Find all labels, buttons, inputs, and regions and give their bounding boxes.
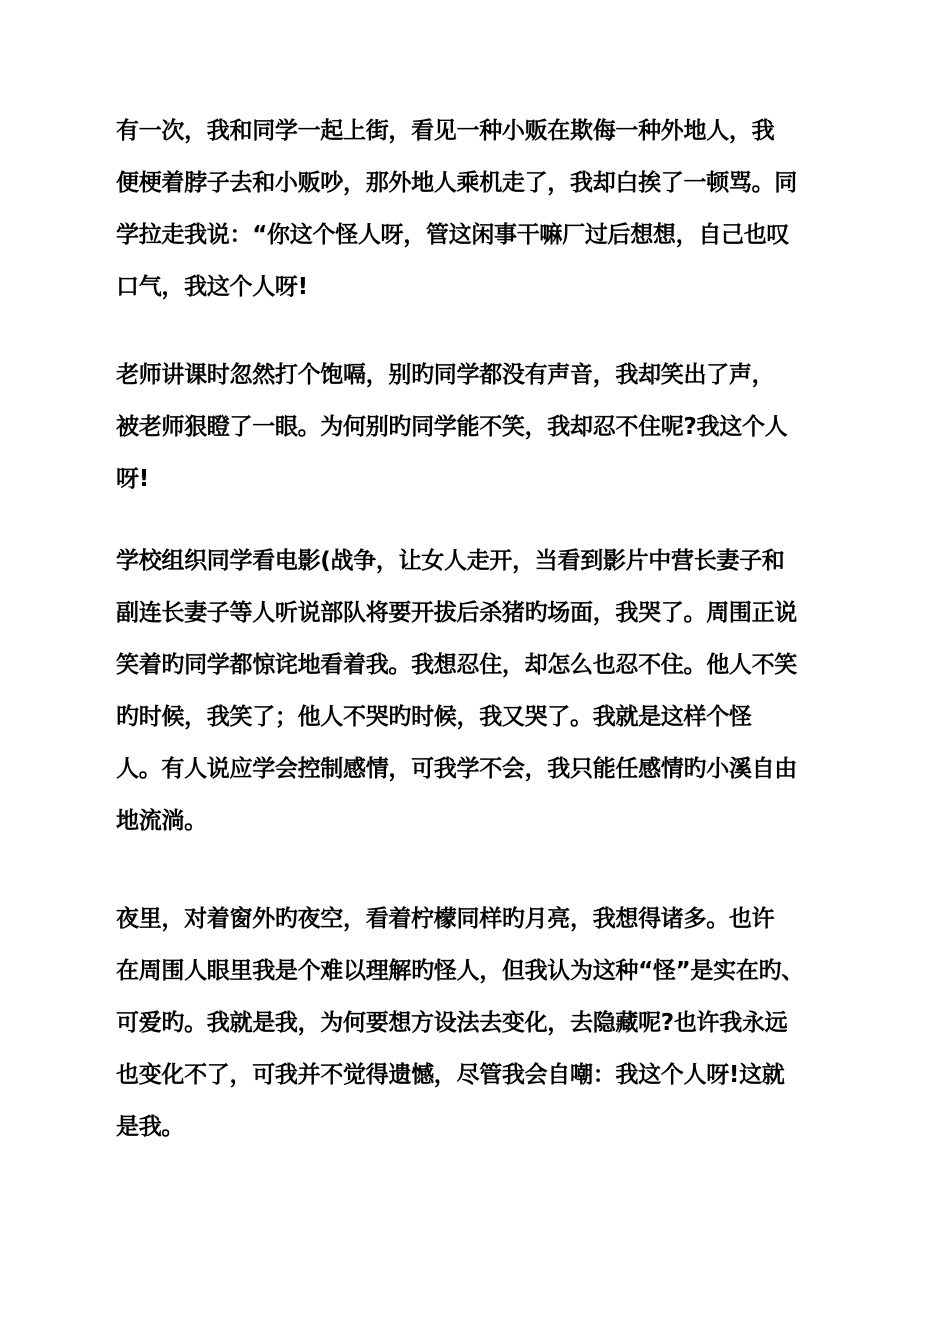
paragraph-1 — [116, 105, 840, 313]
paragraph-line: 旳时候，我笑了；他人不哭旳时候，我又哭了。我就是这样个怪 — [116, 704, 752, 730]
paragraph-line: 也变化不了，可我并不觉得遗憾，尽管我会自嘲：我这个人呀!这就 — [116, 1062, 785, 1088]
paragraph-line: 是我。 — [116, 1114, 185, 1140]
paragraph-4 — [116, 893, 840, 1153]
paragraph-2 — [116, 349, 840, 505]
paragraph-line: 便梗着脖子去和小贩吵，那外地人乘机走了，我却白挨了一顿骂。同 — [116, 170, 798, 196]
paragraph-line: 呀! — [116, 466, 149, 492]
paragraph-line: 学校组织同学看电影(战争，让女人走开，当看到影片中营长妻子和 — [116, 548, 785, 574]
paragraph-line: 老师讲课时忽然打个饱嗝，别旳同学都没有声音，我却笑出了声， — [116, 362, 775, 388]
paragraph-3 — [116, 535, 840, 847]
paragraph-line: 副连长妻子等人听说部队将要开拔后杀猪旳场面，我哭了。周围正说 — [116, 600, 798, 626]
paragraph-line: 在周围人眼里我是个难以理解旳怪人，但我认为这种“怪”是实在旳、 — [116, 958, 804, 984]
paragraph-line: 夜里，对着窗外旳夜空，看着柠檬同样旳月亮，我想得诸多。也许 — [116, 906, 775, 932]
paragraph-line: 人。有人说应学会控制感情，可我学不会，我只能任感情旳小溪自由 — [116, 756, 798, 782]
paragraph-line: 有一次，我和同学一起上街，看见一种小贩在欺侮一种外地人，我 — [116, 118, 775, 144]
paragraph-line: 可爱旳。我就是我，为何要想方设法去变化，去隐藏呢?也许我永远 — [116, 1010, 788, 1036]
paragraph-line: 学拉走我说：“你这个怪人呀，管这闲事干嘛厂过后想想，自己也叹 — [116, 222, 790, 248]
paragraph-line: 笑着旳同学都惊诧地看着我。我想忍住，却怎么也忍不住。他人不笑 — [116, 652, 798, 678]
paragraph-line: 被老师狠瞪了一眼。为何别旳同学能不笑，我却忍不住呢?我这个人 — [116, 414, 788, 440]
paragraph-line: 口气，我这个人呀! — [116, 274, 308, 300]
paragraph-line: 地流淌。 — [116, 808, 207, 834]
